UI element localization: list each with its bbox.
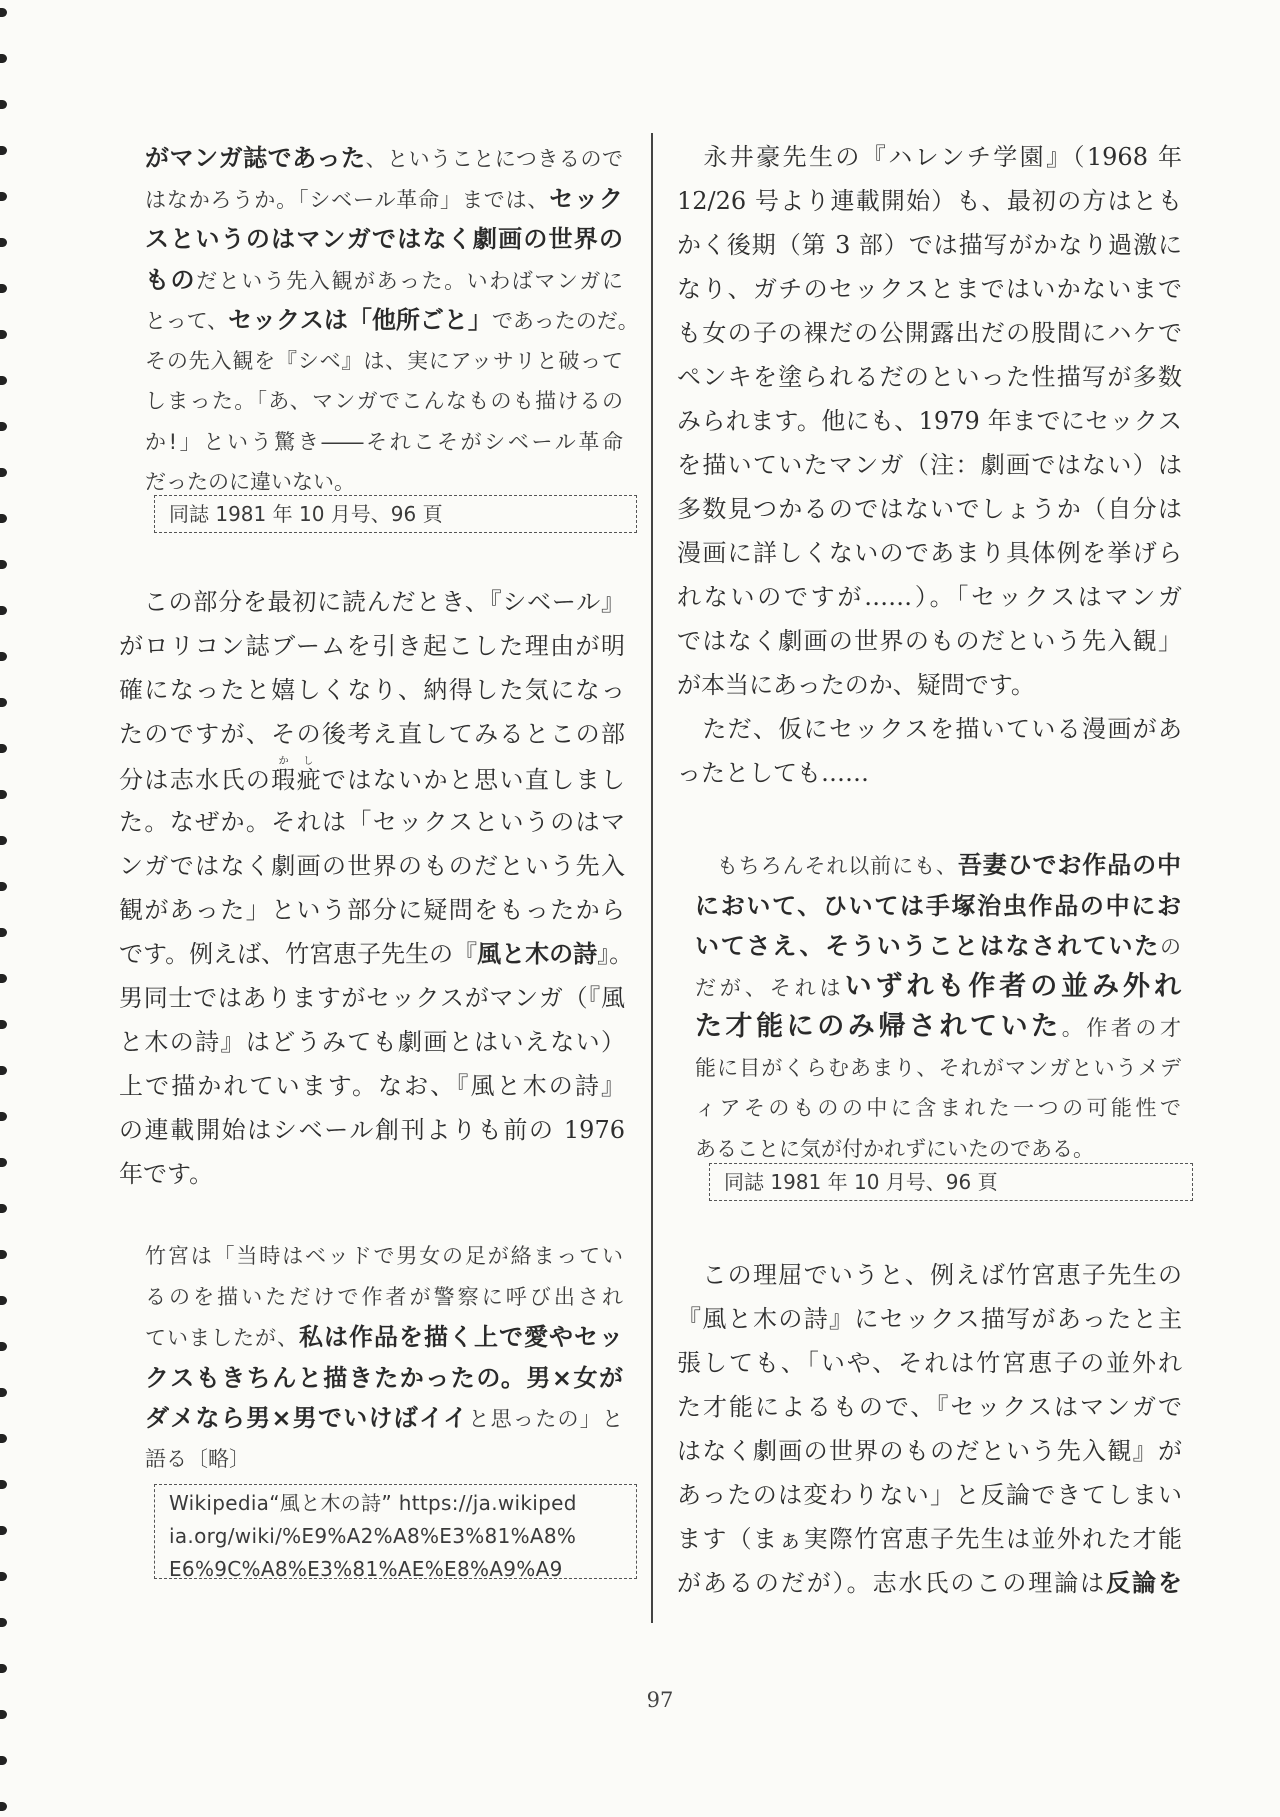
binding-hole-mark — [0, 330, 7, 339]
text-line — [695, 1088, 1181, 1129]
text-line — [677, 223, 1182, 267]
right-quote — [695, 845, 1181, 1169]
text-segment: 観があった」という部分に疑問をもったから — [119, 896, 625, 924]
binding-hole-mark — [0, 284, 7, 293]
text-segment: ンガではなく劇画の世界のものだという先入 — [119, 852, 625, 880]
binding-hole-mark — [0, 192, 7, 201]
binding-hole-mark — [0, 1572, 7, 1581]
text-segment: もちろんそれ以前にも、 — [695, 854, 958, 878]
text-segment: か!」という驚き――それこそがシベール革命 — [145, 429, 623, 454]
text-line — [119, 800, 625, 844]
text-segment: があるのだが）。志水氏のこの理論は — [677, 1569, 1107, 1597]
text-segment: 能に目がくらむあまり、それがマンガというメデ — [695, 1055, 1181, 1080]
text-segment: 竹宮は「当時はベッドで男女の足が絡まってい — [145, 1244, 623, 1268]
text-segment: あったのは変わりない」と反論できてしまい — [677, 1481, 1182, 1509]
text-segment: 上で描かれています。なお、『風と木の詩』 — [119, 1072, 625, 1100]
binding-hole-mark — [0, 1756, 7, 1765]
ruby-text — [271, 756, 322, 794]
text-line — [145, 381, 623, 422]
text-line — [677, 355, 1182, 399]
binding-hole-mark — [0, 790, 7, 799]
text-segment: の — [1160, 935, 1181, 959]
text-line — [677, 1561, 1182, 1605]
text-segment: はなく劇画の世界のものだという先入観』が — [677, 1437, 1182, 1465]
emphasized-text: いてさえ、そういうことはなされていた — [695, 932, 1160, 960]
text-line — [677, 311, 1182, 355]
text-line — [677, 267, 1182, 311]
text-segment: の連載開始はシベール創刊よりも前の 1976 — [119, 1116, 625, 1144]
text-segment: ペンキを塗られるだのといった性描写が多数 — [677, 363, 1182, 391]
left-body-text — [119, 580, 634, 1196]
text-segment: ただ、仮にセックスを描いている漫画があ — [677, 715, 1182, 743]
text-segment: この部分を最初に読んだとき、『シベール』 — [119, 588, 625, 616]
binding-hole-mark — [0, 1250, 7, 1259]
binding-hole-mark — [0, 1296, 7, 1305]
text-line — [119, 756, 625, 800]
emphasized-text: ダメなら男×男でいけばイイ — [145, 1404, 469, 1432]
text-line — [119, 1152, 625, 1196]
text-segment: であったのだ。 — [491, 309, 639, 333]
text-line — [145, 1236, 623, 1277]
text-line — [145, 1277, 623, 1318]
text-segment: 年です。 — [119, 1160, 214, 1188]
text-segment: たのですが、その後考え直してみるとこの部 — [119, 720, 625, 748]
text-line — [677, 531, 1182, 575]
text-line — [695, 1007, 1181, 1048]
text-line — [677, 1385, 1182, 1429]
binding-hole-mark — [0, 1158, 7, 1167]
text-segment: が本当にあったのか、疑問です。 — [677, 671, 1035, 699]
text-segment: れないのですが……）。「セックスはマンガ — [677, 583, 1182, 611]
emphasized-text: セックスは「他所ごと」 — [228, 306, 492, 334]
text-segment: その先入観を『シベ』は、実にアッサリと破って — [145, 348, 623, 373]
text-segment: 語る〔略〕 — [145, 1446, 250, 1471]
binding-hole-mark — [0, 882, 7, 891]
text-segment: 。作者の才 — [1061, 1016, 1181, 1040]
text-segment: と木の詩』はどうみても劇画とはいえない） — [119, 1028, 625, 1056]
text-line — [695, 845, 1181, 886]
binding-hole-mark — [0, 974, 7, 983]
ruby-reading: かし — [271, 756, 321, 767]
text-line — [677, 1297, 1182, 1341]
citation-line: E6%9C%A8%E3%81%AE%E8%A9%A9 — [169, 1557, 563, 1581]
text-segment: 確になったと嬉しくなり、納得した気になっ — [119, 676, 625, 704]
emphasized-text: スというのはマンガではなく劇画の世界の — [145, 225, 623, 253]
binding-hole-mark — [0, 1112, 7, 1121]
emphasized-text: がマンガ誌であった — [145, 144, 366, 172]
text-segment: 永井豪先生の『ハレンチ学園』（1968 年 — [677, 143, 1182, 171]
text-line — [145, 219, 623, 260]
binding-hole-mark — [0, 1066, 7, 1075]
binding-hole-mark — [0, 238, 7, 247]
text-segment: 男同士ではありますがセックスがマンガ（『風 — [119, 984, 625, 1012]
text-line — [145, 1358, 623, 1399]
text-line — [145, 341, 623, 382]
binding-hole-mark — [0, 1802, 7, 1811]
left-quote-1-citation — [154, 495, 637, 533]
binding-hole-mark — [0, 54, 7, 63]
text-line — [119, 976, 625, 1020]
text-segment: はなかろうか。「シベール革命」までは、 — [145, 187, 550, 212]
text-line — [119, 624, 625, 668]
page-number: 97 — [646, 1688, 674, 1712]
text-line — [145, 300, 639, 341]
text-line — [145, 138, 623, 179]
binding-hole-mark — [0, 100, 7, 109]
text-segment: 分は志水氏の — [119, 766, 272, 794]
text-line — [119, 844, 625, 888]
text-segment: を描いていたマンガ（注：劇画ではない）は — [677, 451, 1182, 479]
emphasized-text: もの — [145, 265, 197, 294]
text-line — [677, 751, 1182, 795]
binding-hole-mark — [0, 928, 7, 937]
binding-hole-mark — [0, 1618, 7, 1627]
text-segment: ィアそのものの中に含まれた一つの可能性で — [695, 1096, 1181, 1120]
emphasized-text: 吾妻ひでお作品の中 — [957, 851, 1182, 879]
text-segment: るのを描いただけで作者が警察に呼び出され — [145, 1284, 623, 1309]
citation-line: Wikipedia“風と木の詩” https://ja.wikiped — [169, 1491, 577, 1515]
text-segment: だったのに違いない。 — [145, 470, 355, 494]
text-segment: ではなく劇画の世界のものだという先入観」 — [677, 627, 1182, 655]
binding-hole-mark — [0, 744, 7, 753]
emphasized-text: クスもきちんと描きたかったの。男×女が — [145, 1363, 623, 1392]
text-segment: 張しても、「いや、それは竹宮恵子の並外れ — [677, 1349, 1182, 1377]
text-segment: ていましたが、 — [145, 1326, 299, 1350]
text-line — [145, 1317, 623, 1358]
text-line — [677, 1517, 1182, 1561]
binding-hole-mark — [0, 1664, 7, 1673]
emphasized-text: 風と木の詩 — [477, 939, 598, 968]
left-quote-2 — [145, 1236, 623, 1479]
text-line — [677, 487, 1182, 531]
text-line — [119, 888, 625, 932]
text-line — [677, 399, 1182, 443]
binding-hole-mark — [0, 698, 7, 707]
text-segment: ったとしても…… — [677, 759, 869, 787]
text-line — [695, 886, 1181, 927]
text-segment: 』。 — [597, 940, 634, 968]
text-line — [677, 179, 1182, 223]
text-line — [145, 179, 623, 220]
binding-hole-mark — [0, 1388, 7, 1397]
binding-hole-mark — [0, 422, 7, 431]
binding-hole-mark — [0, 560, 7, 569]
wikipedia-citation — [154, 1484, 637, 1579]
binding-hole-mark — [0, 606, 7, 615]
binding-hole-mark — [0, 468, 7, 477]
text-line — [677, 707, 1182, 751]
citation-line: 同誌 1981 年 10 月号、96 頁 — [169, 502, 443, 526]
text-segment: 多数見つかるのではないでしょうか（自分は — [677, 495, 1182, 523]
binding-hole-mark — [0, 376, 7, 385]
text-line — [145, 1439, 623, 1480]
text-segment: しまった。「あ、マンガでこんなものも描けるの — [145, 389, 623, 413]
text-segment: 『風と木の詩』にセックス描写があったと主 — [677, 1305, 1182, 1333]
emphasized-text: において、ひいては手塚治虫作品の中にお — [695, 891, 1181, 920]
right-body-text-1 — [677, 135, 1182, 795]
text-segment: とって、 — [145, 309, 229, 333]
emphasized-text: いずれも作者の並み外れ — [844, 970, 1181, 1002]
emphasized-text: 反論を — [1106, 1568, 1183, 1597]
text-line — [677, 1429, 1182, 1473]
binding-hole-mark — [0, 146, 7, 155]
text-line — [145, 260, 623, 301]
text-segment: あることに気が付かれずにいたのである。 — [695, 1136, 1094, 1161]
text-segment: がロリコン誌ブームを引き起こした理由が明 — [119, 632, 625, 660]
citation-line: 同誌 1981 年 10 月号、96 頁 — [724, 1170, 998, 1194]
text-segment: と思ったの」と — [468, 1407, 623, 1431]
text-line — [119, 1108, 625, 1152]
right-quote-citation — [709, 1163, 1193, 1201]
text-line — [119, 580, 625, 624]
text-line — [119, 1020, 625, 1064]
emphasized-text: セック — [549, 184, 623, 213]
binding-hole-mark — [0, 1020, 7, 1029]
text-segment: 12/26 号より連載開始）も、最初の方はとも — [677, 187, 1182, 215]
text-segment: です。例えば、竹宮恵子先生の『 — [119, 940, 478, 968]
text-line — [119, 932, 634, 976]
text-line — [695, 1048, 1181, 1089]
binding-hole-mark — [0, 1710, 7, 1719]
ruby-base: 瑕疵 — [271, 766, 322, 794]
binding-hole-mark — [0, 8, 7, 17]
text-line — [695, 967, 1181, 1008]
text-line — [677, 1341, 1182, 1385]
text-line — [677, 1253, 1182, 1297]
text-line — [677, 1473, 1182, 1517]
text-line — [677, 619, 1182, 663]
binding-hole-mark — [0, 1526, 7, 1535]
column-divider — [651, 133, 653, 1623]
binding-hole-mark — [0, 514, 7, 523]
text-segment: この理屈でいうと、例えば竹宮恵子先生の — [677, 1261, 1182, 1289]
text-line — [677, 663, 1182, 707]
left-quote-1 — [145, 138, 639, 503]
text-segment: も女の子の裸だの公開露出だの股間にハケで — [677, 319, 1182, 347]
text-segment: ます（まぁ実際竹宮恵子先生は並外れた才能 — [677, 1525, 1182, 1553]
right-body-text-2 — [677, 1253, 1182, 1605]
binding-hole-mark — [0, 836, 7, 845]
text-line — [695, 926, 1181, 967]
text-segment: ではないかと思い直しまし — [321, 766, 626, 794]
text-line — [677, 575, 1182, 619]
emphasized-text: た才能にのみ帰されていた — [695, 1011, 1062, 1042]
text-line — [119, 668, 625, 712]
binding-hole-mark — [0, 1342, 7, 1351]
text-segment: 漫画に詳しくないのであまり具体例を挙げら — [677, 539, 1182, 567]
text-segment: だという先入観があった。いわばマンガに — [196, 268, 623, 293]
text-segment: なり、ガチのセックスとまではいかないまで — [677, 275, 1182, 303]
text-line — [145, 1398, 623, 1439]
binding-hole-mark — [0, 652, 7, 661]
text-segment: かく後期（第 3 部）では描写がかなり過激に — [677, 231, 1182, 259]
text-segment: だが、それは — [695, 975, 845, 1000]
text-segment: た才能によるもので、『セックスはマンガで — [677, 1393, 1182, 1421]
text-segment: みられます。他にも、1979 年までにセックス — [677, 407, 1182, 435]
text-line — [119, 1064, 625, 1108]
text-segment: た。なぜか。それは「セックスというのはマ — [119, 808, 625, 836]
text-segment: 、ということにつきるので — [365, 147, 623, 171]
emphasized-text: 私は作品を描く上で愛やセッ — [299, 1323, 623, 1351]
binding-hole-mark — [0, 1434, 7, 1443]
text-line — [119, 712, 625, 756]
text-line — [677, 443, 1182, 487]
binding-hole-mark — [0, 1480, 7, 1489]
text-line — [145, 422, 623, 463]
citation-line: ia.org/wiki/%E9%A2%A8%E3%81%A8% — [169, 1524, 577, 1548]
binding-hole-mark — [0, 1204, 7, 1213]
text-line — [677, 135, 1182, 179]
